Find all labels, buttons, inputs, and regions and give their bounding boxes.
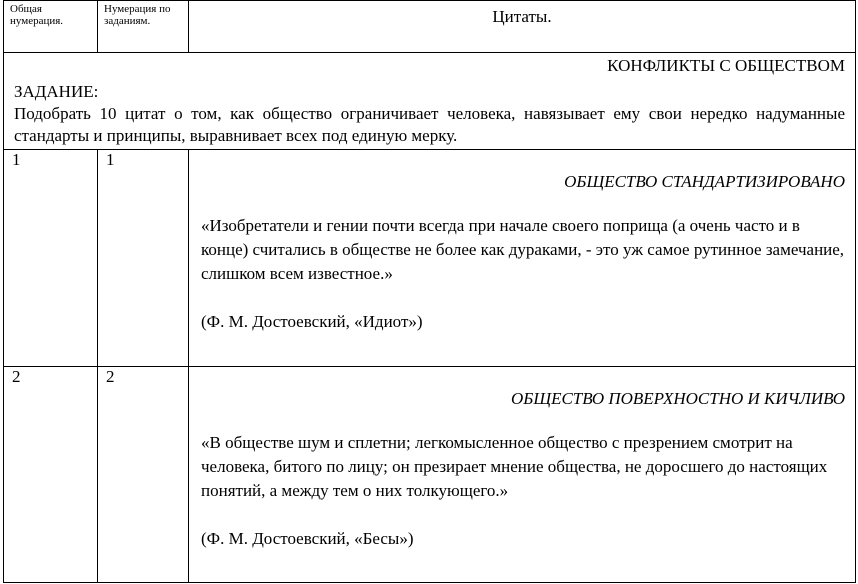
quote-heading: ОБЩЕСТВО ПОВЕРХНОСТНО И КИЧЛИВО	[511, 389, 845, 408]
quote-source: (Ф. М. Достоевский, «Бесы»)	[201, 529, 414, 548]
section-cell	[4, 53, 856, 150]
task-number: 1	[98, 150, 189, 367]
section-title: КОНФЛИКТЫ С ОБЩЕСТВОМ	[607, 56, 845, 75]
quote-heading: ОБЩЕСТВО СТАНДАРТИЗИРОВАНО	[564, 172, 845, 191]
header-total-numbering: Общая нумерация.	[4, 1, 98, 53]
quote-cell	[189, 150, 856, 367]
task-number: 2	[98, 367, 189, 583]
task-label: ЗАДАНИЕ:	[14, 82, 99, 101]
quotes-table	[3, 0, 856, 583]
quote-text: «В обществе шум и сплетни; легкомысленное общество с презрением смотрит на человека, битого по лицу; он презирает мнение общества, не доросшего до настоящих понятий, а между тем о них толкующего.»	[201, 433, 828, 500]
total-number: 2	[4, 367, 98, 583]
task-text: Подобрать 10 цитат о том, как общество ограничивает человека, навязывает ему свои нередко надуманные стандарты и принципы, выравнивает всех под единую мерку.	[14, 104, 845, 145]
header-row	[4, 1, 856, 53]
section-row	[4, 53, 856, 150]
table-row	[4, 367, 856, 583]
quote-cell	[189, 367, 856, 583]
header-quotes: Цитаты.	[189, 1, 856, 53]
quote-text: «Изобретатели и гении почти всегда при начале своего поприща (а очень часто и в конце) считались в обществе не более как дураками, - это уж самое рутинное замечание, слишком всем известное.»	[201, 216, 845, 283]
header-task-numbering: Нумерация по заданиям.	[98, 1, 189, 53]
table-row	[4, 150, 856, 367]
total-number: 1	[4, 150, 98, 367]
quote-source: (Ф. М. Достоевский, «Идиот»)	[201, 312, 423, 331]
